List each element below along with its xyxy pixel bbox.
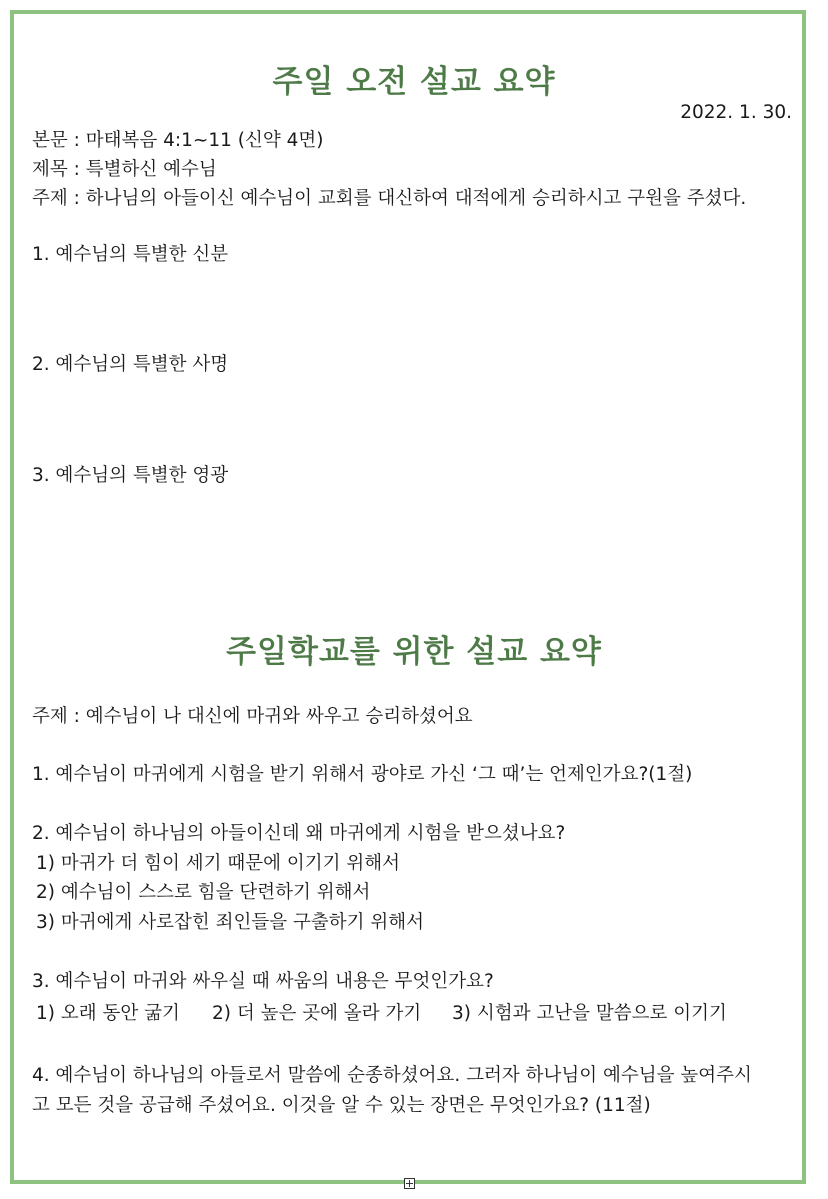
question-2: 2. 예수님이 하나님의 아들이신데 왜 마귀에게 시험을 받으셨나요?	[32, 823, 566, 844]
question-2-option-2: 2) 예수님이 스스로 힘을 단련하기 위해서	[36, 882, 371, 903]
question-3: 3. 예수님이 마귀와 싸우실 때 싸움의 내용은 무엇인가요?	[32, 971, 494, 992]
point-1: 1. 예수님의 특별한 신분	[32, 244, 229, 265]
sunday-school-title: 주일학교를 위한 설교 요약	[226, 634, 602, 670]
page-anchor-icon	[404, 1178, 415, 1189]
scripture-line: 본문 : 마태복음 4:1~11 (신약 4면)	[32, 130, 324, 151]
point-2: 2. 예수님의 특별한 사명	[32, 354, 229, 375]
question-2-option-1: 1) 마귀가 더 힘이 세기 때문에 이기기 위해서	[36, 853, 400, 874]
sermon-date: 2022. 1. 30.	[680, 102, 792, 123]
sermon-title: 주일 오전 설교 요약	[272, 64, 556, 100]
question-4-line-2: 고 모든 것을 공급해 주셨어요. 이것을 알 수 있는 장면은 무엇인가요? (11절)	[32, 1095, 651, 1116]
subject-line: 제목 : 특별하신 예수님	[32, 159, 217, 180]
question-2-option-3: 3) 마귀에게 사로잡힌 죄인들을 구출하기 위해서	[36, 912, 424, 933]
question-3-option-2: 2) 더 높은 곳에 올라 가기	[212, 1003, 422, 1024]
theme-line: 주제 : 하나님의 아들이신 예수님이 교회를 대신하여 대적에게 승리하시고 구원을 주셨다.	[32, 188, 747, 209]
question-4-line-1: 4. 예수님이 하나님의 아들로서 말씀에 순종하셨어요. 그러자 하나님이 예수님을 높여주시	[32, 1065, 752, 1086]
question-3-option-1: 1) 오래 동안 굶기	[36, 1003, 180, 1024]
question-3-option-3: 3) 시험과 고난을 말씀으로 이기기	[452, 1003, 727, 1024]
question-1: 1. 예수님이 마귀에게 시험을 받기 위해서 광야로 가신 ‘그 때’는 언제인가요?(1절)	[32, 764, 693, 785]
kids-theme-line: 주제 : 예수님이 나 대신에 마귀와 싸우고 승리하셨어요	[32, 706, 473, 727]
point-3: 3. 예수님의 특별한 영광	[32, 465, 229, 486]
